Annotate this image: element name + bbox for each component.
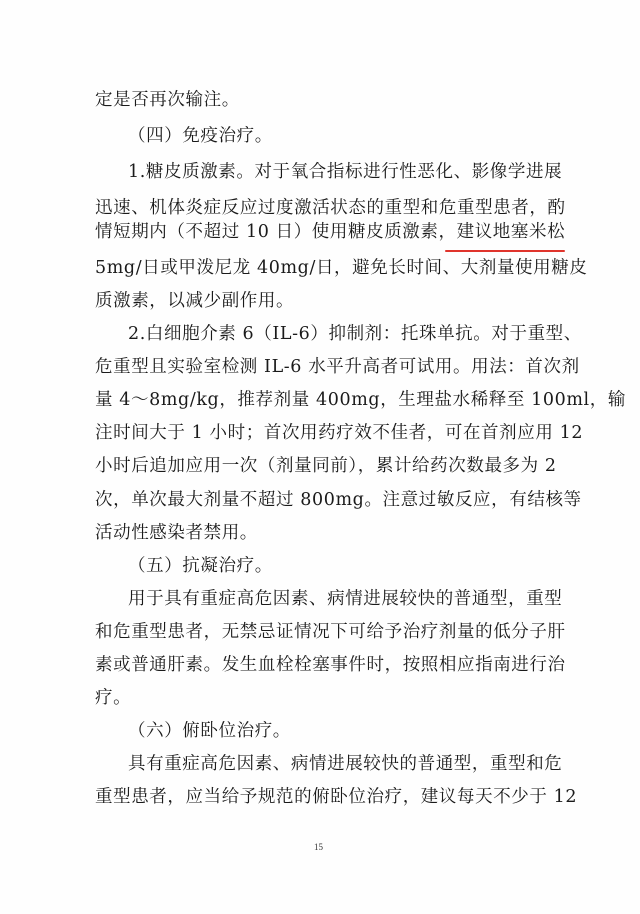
body-line: 5mg/日或甲泼尼龙 40mg/日，避免长时间、大剂量使用糖皮 [95,258,588,278]
body-line: 和危重型患者，无禁忌证情况下可给予治疗剂量的低分子肝 [95,622,566,642]
body-line: 质激素，以减少副作用。 [95,291,295,311]
body-line: 定是否再次输注。 [95,90,240,110]
body-line: 1.糖皮质激素。对于氧合指标进行性恶化、影像学进展 [128,162,563,182]
body-line: 危重型且实验室检测 IL-6 水平升高者可试用。用法：首次剂 [95,357,580,377]
body-line: 疗。 [95,688,132,708]
body-line: 小时后追加应用一次（剂量同前），累计给药次数最多为 2 [95,456,557,476]
section-heading-immunotherapy: （四）免疫治疗。 [128,126,273,146]
section-heading-prone-position: （六）俯卧位治疗。 [128,721,291,741]
body-line: 注时间大于 1 小时；首次用药疗效不佳者，可在首剂应用 12 [95,423,584,443]
body-line: 活动性感染者禁用。 [95,523,258,543]
body-line: 用于具有重症高危因素、病情进展较快的普通型，重型 [128,589,563,609]
page-number: 15 [314,842,323,852]
body-line: 素或普通肝素。发生血栓栓塞事件时，按照相应指南进行治 [95,655,566,675]
body-line: 具有重症高危因素、病情进展较快的普通型，重型和危 [128,754,563,774]
red-underline-mark [445,250,565,252]
section-heading-anticoagulation: （五）抗凝治疗。 [128,556,273,576]
body-line: 量 4～8mg/kg，推荐剂量 400mg，生理盐水稀释至 100ml，输 [95,390,626,410]
body-line: 迅速、机体炎症反应过度激活状态的重型和危重型患者，酌 [95,198,566,218]
body-line: 2.白细胞介素 6（IL-6）抑制剂：托珠单抗。对于重型、 [128,324,582,344]
body-line-highlighted: 情短期内（不超过 10 日）使用糖皮质激素，建议地塞米松 [95,222,566,242]
body-line: 重型患者，应当给予规范的俯卧位治疗，建议每天不少于 12 [95,787,578,807]
body-line: 次，单次最大剂量不超过 800mg。注意过敏反应，有结核等 [95,490,582,510]
